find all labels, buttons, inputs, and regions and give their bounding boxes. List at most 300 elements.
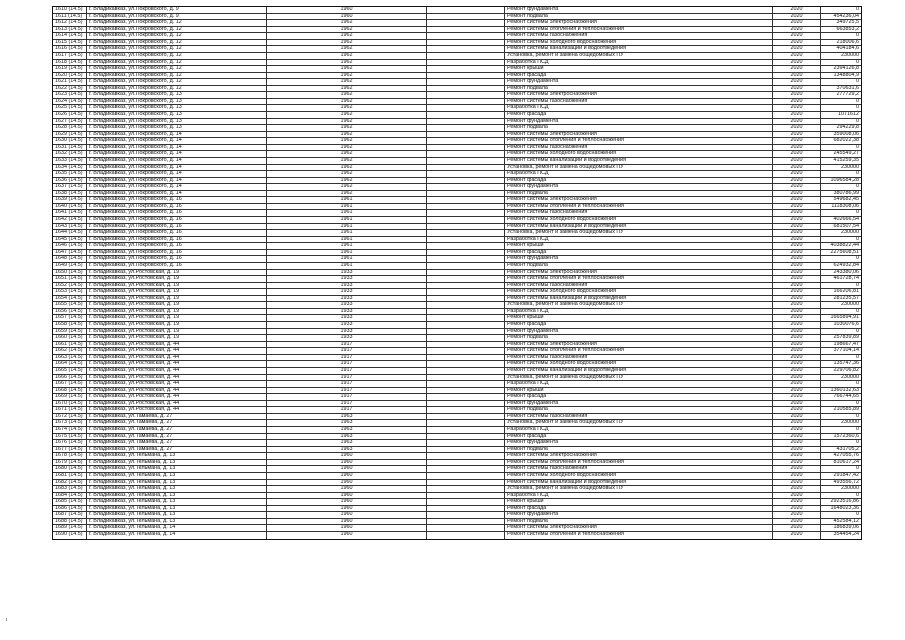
cost-cell: 1030076,6 <box>833 322 859 327</box>
empty-cell <box>427 427 505 433</box>
row-id-cell: 1633 (14.5) <box>53 158 87 164</box>
empty-cell <box>427 335 505 341</box>
address-cell: г. Владикавказ, ул.Покровского, д. 16 <box>87 204 267 210</box>
year-built-cell: 1960 <box>267 499 427 505</box>
row-id-cell: 1632 (14.5) <box>53 151 87 157</box>
cost-cell: 0 <box>856 171 859 177</box>
year-built-cell: 1962 <box>267 191 427 197</box>
empty-cell <box>427 506 505 512</box>
address-cell: г. Владикавказ, ул.Покровского, д. 12 <box>87 66 267 72</box>
work-type-cell: Установка, ремонт и замена общедомовых ПУ <box>505 53 773 59</box>
year-built-cell: 1960 <box>267 525 427 531</box>
address-cell: г. Владикавказ, ул.Ростовская, д. 19 <box>87 302 267 308</box>
address-cell: г. Владикавказ, ул.Ростовская, д. 44 <box>87 407 267 413</box>
address-cell: г. Владикавказ, ул.Покровского, д. 12 <box>87 86 267 92</box>
work-type-cell: Ремонт системы газоснабжения <box>505 210 773 216</box>
address-cell: г. Владикавказ, ул.Покровского, д. 9 <box>87 7 267 13</box>
address-cell: г. Владикавказ, ул.Покровского, д. 13 <box>87 105 267 111</box>
work-type-cell: Ремонт системы канализации и водоотведения <box>505 46 773 52</box>
planned-year-cell: 2020 <box>773 263 821 269</box>
year-built-cell: 1961 <box>267 230 427 236</box>
row-id-cell: 1641 (14.5) <box>53 210 87 216</box>
empty-cell <box>427 184 505 190</box>
cost-cell: 682022,38 <box>833 138 859 144</box>
address-cell: г. Владикавказ, ул.Покровского, д. 12 <box>87 60 267 66</box>
empty-cell <box>427 368 505 374</box>
year-built-cell: 1963 <box>267 447 427 453</box>
work-type-cell: Ремонт системы газоснабжения <box>505 99 773 105</box>
work-type-cell: Разработка ПСД <box>505 105 773 111</box>
address-cell: г. Владикавказ, ул.Тельмана, д. 13 <box>87 453 267 459</box>
empty-cell <box>427 33 505 39</box>
cost-cell: 0 <box>856 440 859 446</box>
empty-cell <box>427 486 505 492</box>
address-cell: г. Владикавказ, ул.Покровского, д. 16 <box>87 263 267 269</box>
cost-cell: 1071612 <box>838 112 859 117</box>
year-built-cell: 1963 <box>267 420 427 426</box>
cost-cell: 0 <box>856 33 859 39</box>
planned-year-cell: 2020 <box>773 20 821 26</box>
work-type-cell: Установка, ремонт и замена общедомовых ПУ <box>505 375 773 381</box>
row-id-cell: 1626 (14.5) <box>53 112 87 118</box>
empty-cell <box>427 191 505 197</box>
year-built-cell: 1962 <box>267 184 427 190</box>
planned-year-cell: 2020 <box>773 315 821 321</box>
row-id-cell: 1673 (14.5) <box>53 420 87 426</box>
work-type-cell: Установка, ремонт и замена общедомовых ПУ <box>505 230 773 236</box>
year-built-cell: 1962 <box>267 79 427 85</box>
address-cell: г. Владикавказ, ул.Покровского, д. 14 <box>87 165 267 171</box>
row-id-cell: 1652 (14.5) <box>53 283 87 289</box>
work-type-cell: Ремонт системы электроснабжения <box>505 92 773 98</box>
row-id-cell: 1665 (14.5) <box>53 368 87 374</box>
address-cell: г. Владикавказ, ул.Тамаева, д. 27 <box>87 420 267 426</box>
work-type-cell: Ремонт системы электроснабжения <box>505 20 773 26</box>
work-type-cell: Ремонт фасада <box>505 250 773 256</box>
planned-year-cell: 2020 <box>773 473 821 479</box>
planned-year-cell: 2020 <box>773 92 821 98</box>
year-built-cell: 1917 <box>267 375 427 381</box>
empty-cell <box>427 519 505 525</box>
empty-cell <box>427 414 505 420</box>
cost-cell: 377104,14 <box>833 348 859 354</box>
empty-cell <box>427 348 505 354</box>
work-type-cell: Ремонт системы холодного водоснабжения <box>505 151 773 157</box>
row-id-cell: 1646 (14.5) <box>53 243 87 249</box>
empty-cell <box>427 480 505 486</box>
work-type-cell: Ремонт фасада <box>505 322 773 328</box>
planned-year-cell: 2020 <box>773 46 821 52</box>
year-built-cell: 1961 <box>267 224 427 230</box>
year-built-cell: 1933 <box>267 296 427 302</box>
year-built-cell: 1917 <box>267 388 427 394</box>
address-cell: г. Владикавказ, ул.Покровского, д. 14 <box>87 184 267 190</box>
cost-cell: 4038822,44 <box>830 243 859 249</box>
address-cell: г. Владикавказ, ул.Ростовская, д. 19 <box>87 322 267 328</box>
year-built-cell: 1917 <box>267 355 427 361</box>
cost-cell: 294229,8 <box>836 125 859 131</box>
row-id-cell: 1651 (14.5) <box>53 276 87 282</box>
year-built-cell: 1960 <box>267 7 427 13</box>
work-type-cell: Ремонт фасада <box>505 394 773 400</box>
year-built-cell: 1962 <box>267 46 427 52</box>
planned-year-cell: 2020 <box>773 289 821 295</box>
year-built-cell: 1960 <box>267 532 427 539</box>
work-type-cell: Ремонт системы холодного водоснабжения <box>505 289 773 295</box>
planned-year-cell: 2020 <box>773 243 821 249</box>
planned-year-cell: 2020 <box>773 145 821 151</box>
cost-cell: 681507,54 <box>833 223 859 229</box>
cost-cell: 549682,45 <box>833 197 859 203</box>
year-built-cell: 1962 <box>267 119 427 125</box>
planned-year-cell: 2020 <box>773 27 821 33</box>
address-cell: г. Владикавказ, ул.Покровского, д. 14 <box>87 191 267 197</box>
year-built-cell: 1962 <box>267 20 427 26</box>
address-cell: г. Владикавказ, ул.Покровского, д. 12 <box>87 46 267 52</box>
address-cell: г. Владикавказ, ул.Покровского, д. 14 <box>87 132 267 138</box>
empty-cell <box>427 440 505 446</box>
row-id-cell: 1653 (14.5) <box>53 289 87 295</box>
address-cell: г. Владикавказ, ул.Ростовская, д. 19 <box>87 315 267 321</box>
row-id-cell: 1689 (14.5) <box>53 525 87 531</box>
planned-year-cell: 2020 <box>773 499 821 505</box>
empty-cell <box>427 447 505 453</box>
cost-cell: 245549,27 <box>833 151 859 157</box>
empty-cell <box>427 493 505 499</box>
row-id-cell: 1685 (14.5) <box>53 499 87 505</box>
empty-cell <box>427 394 505 400</box>
address-cell: г. Владикавказ, ул.Тельмана, д. 14 <box>87 532 267 539</box>
empty-cell <box>427 420 505 426</box>
planned-year-cell: 2020 <box>773 105 821 111</box>
work-type-cell: Ремонт фундамента <box>505 512 773 518</box>
empty-cell <box>427 243 505 249</box>
cost-cell: 454236,04 <box>833 13 859 19</box>
planned-year-cell: 2020 <box>773 270 821 276</box>
cost-cell: 281235,57 <box>833 295 859 301</box>
planned-year-cell: 2020 <box>773 407 821 413</box>
row-id-cell: 1670 (14.5) <box>53 401 87 407</box>
cost-cell: 663853,2 <box>836 26 859 32</box>
empty-cell <box>427 250 505 256</box>
cost-cell: 291847,42 <box>833 472 859 478</box>
planned-year-cell: 2020 <box>773 60 821 66</box>
cost-cell: 198667,47 <box>833 341 859 347</box>
row-id-cell: 1678 (14.5) <box>53 453 87 459</box>
address-cell: г. Владикавказ, ул.Ростовская, д. 44 <box>87 375 267 381</box>
work-type-cell: Разработка ПСД <box>505 237 773 243</box>
year-built-cell: 1933 <box>267 276 427 282</box>
address-cell: г. Владикавказ, ул.Тамаева, д. 27 <box>87 414 267 420</box>
work-type-cell: Ремонт системы электроснабжения <box>505 197 773 203</box>
address-cell: г. Владикавказ, ул.Покровского, д. 16 <box>87 210 267 216</box>
address-cell: г. Владикавказ, ул.Покровского, д. 16 <box>87 243 267 249</box>
row-id-cell: 1684 (14.5) <box>53 493 87 499</box>
work-type-cell: Ремонт фундамента <box>505 184 773 190</box>
empty-cell <box>427 237 505 243</box>
year-built-cell: 1962 <box>267 27 427 33</box>
cost-cell: 359008,06 <box>833 131 859 137</box>
year-built-cell: 1933 <box>267 322 427 328</box>
work-type-cell: Ремонт крыши <box>505 388 773 394</box>
cost-cell: 349725,5 <box>836 20 859 26</box>
empty-cell <box>427 197 505 203</box>
work-type-cell: Ремонт фундамента <box>505 329 773 335</box>
planned-year-cell: 2020 <box>773 519 821 525</box>
row-id-cell: 1683 (14.5) <box>53 486 87 492</box>
address-cell: г. Владикавказ, ул.Покровского, д. 16 <box>87 256 267 262</box>
planned-year-cell: 2020 <box>773 460 821 466</box>
row-id-cell: 1663 (14.5) <box>53 355 87 361</box>
work-type-cell: Разработка ПСД <box>505 60 773 66</box>
address-cell: г. Владикавказ, ул.Покровского, д. 12 <box>87 27 267 33</box>
work-type-cell: Ремонт подвала <box>505 519 773 525</box>
empty-cell <box>427 512 505 518</box>
planned-year-cell: 2020 <box>773 486 821 492</box>
row-id-cell: 1677 (14.5) <box>53 447 87 453</box>
year-built-cell: 1962 <box>267 40 427 46</box>
empty-cell <box>427 112 505 118</box>
planned-year-cell: 2020 <box>773 171 821 177</box>
empty-cell <box>427 217 505 223</box>
row-id-cell: 1643 (14.5) <box>53 224 87 230</box>
row-id-cell: 1637 (14.5) <box>53 184 87 190</box>
planned-year-cell: 2020 <box>773 512 821 518</box>
year-built-cell: 1933 <box>267 309 427 315</box>
cost-cell: 427055,76 <box>833 453 859 459</box>
row-id-cell: 1667 (14.5) <box>53 381 87 387</box>
address-cell: г. Владикавказ, ул.Ростовская, д. 19 <box>87 335 267 341</box>
row-id-cell: 1620 (14.5) <box>53 73 87 79</box>
year-built-cell: 1933 <box>267 329 427 335</box>
row-id-cell: 1680 (14.5) <box>53 466 87 472</box>
address-cell: г. Владикавказ, ул.Покровского, д. 12 <box>87 79 267 85</box>
year-built-cell: 1933 <box>267 270 427 276</box>
empty-cell <box>427 276 505 282</box>
planned-year-cell: 2020 <box>773 119 821 125</box>
cost-cell: 0 <box>856 7 859 12</box>
planned-year-cell: 2020 <box>773 355 821 361</box>
row-id-cell: 1676 (14.5) <box>53 440 87 446</box>
planned-year-cell: 2020 <box>773 368 821 374</box>
work-type-cell: Ремонт фасада <box>505 506 773 512</box>
cost-cell: 766744,65 <box>833 394 859 400</box>
empty-cell <box>427 381 505 387</box>
year-built-cell: 1962 <box>267 165 427 171</box>
work-type-cell: Ремонт системы газоснабжения <box>505 33 773 39</box>
address-cell: г. Владикавказ, ул.Ростовская, д. 19 <box>87 270 267 276</box>
address-cell: г. Владикавказ, ул.Ростовская, д. 44 <box>87 368 267 374</box>
cost-cell: 0 <box>856 308 859 314</box>
row-id-cell: 1622 (14.5) <box>53 86 87 92</box>
empty-cell <box>427 132 505 138</box>
address-cell: г. Владикавказ, ул.Ростовская, д. 44 <box>87 394 267 400</box>
address-cell: г. Владикавказ, ул.Ростовская, д. 44 <box>87 355 267 361</box>
work-type-cell: Ремонт фундамента <box>505 119 773 125</box>
work-type-cell: Установка, ремонт и замена общедомовых ПУ <box>505 486 773 492</box>
planned-year-cell: 2020 <box>773 53 821 59</box>
empty-cell <box>427 499 505 505</box>
work-type-cell: Ремонт системы холодного водоснабжения <box>505 361 773 367</box>
planned-year-cell: 2020 <box>773 427 821 433</box>
year-built-cell: 1917 <box>267 394 427 400</box>
cost-cell: 230000 <box>841 164 859 170</box>
address-cell: г. Владикавказ, ул.Тамаева, д. 27 <box>87 447 267 453</box>
planned-year-cell: 2020 <box>773 296 821 302</box>
planned-year-cell: 2020 <box>773 440 821 446</box>
row-id-cell: 1628 (14.5) <box>53 125 87 131</box>
cost-cell: 0 <box>856 492 859 498</box>
work-type-cell: Ремонт системы канализации и водоотведения <box>505 368 773 374</box>
row-id-cell: 1611 (14.5) <box>53 14 87 20</box>
planned-year-cell: 2020 <box>773 381 821 387</box>
row-id-cell: 1681 (14.5) <box>53 473 87 479</box>
work-type-cell: Ремонт системы электроснабжения <box>505 270 773 276</box>
empty-cell <box>427 361 505 367</box>
planned-year-cell: 2020 <box>773 237 821 243</box>
year-built-cell: 1933 <box>267 335 427 341</box>
row-id-cell: 1679 (14.5) <box>53 460 87 466</box>
work-type-cell: Разработка ПСД <box>505 171 773 177</box>
cost-cell: 0 <box>856 59 859 65</box>
work-type-cell: Ремонт системы отопления и теплоснабжения <box>505 27 773 33</box>
year-built-cell: 1960 <box>267 480 427 486</box>
address-cell: г. Владикавказ, ул.Ростовская, д. 19 <box>87 329 267 335</box>
cost-cell: 0 <box>856 210 859 216</box>
scan-mark <box>6 618 10 621</box>
row-id-cell: 1634 (14.5) <box>53 165 87 171</box>
planned-year-cell: 2020 <box>773 197 821 203</box>
year-built-cell: 1963 <box>267 414 427 420</box>
work-type-cell: Ремонт фундамента <box>505 440 773 446</box>
cost-cell: 1118308,06 <box>831 203 859 209</box>
row-id-cell: 1645 (14.5) <box>53 237 87 243</box>
empty-cell <box>427 158 505 164</box>
row-id-cell: 1648 (14.5) <box>53 256 87 262</box>
cost-cell: 404184,6 <box>836 46 859 52</box>
year-built-cell: 1960 <box>267 473 427 479</box>
work-type-cell: Ремонт системы холодного водоснабжения <box>505 473 773 479</box>
address-cell: г. Владикавказ, ул.Тамаева, д. 27 <box>87 440 267 446</box>
work-type-cell: Установка, ремонт и замена общедомовых ПУ <box>505 420 773 426</box>
cost-cell: 230000 <box>841 230 859 236</box>
address-cell: г. Владикавказ, ул.Ростовская, д. 19 <box>87 276 267 282</box>
empty-cell <box>427 342 505 348</box>
cost-cell: 0 <box>856 354 859 360</box>
work-type-cell: Ремонт подвала <box>505 407 773 413</box>
address-cell: г. Владикавказ, ул.Ростовская, д. 44 <box>87 401 267 407</box>
year-built-cell: 1961 <box>267 256 427 262</box>
year-built-cell: 1960 <box>267 486 427 492</box>
planned-year-cell: 2020 <box>773 40 821 46</box>
planned-year-cell: 2020 <box>773 480 821 486</box>
address-cell: г. Владикавказ, ул.Ростовская, д. 44 <box>87 342 267 348</box>
cost-cell: 0 <box>856 256 859 262</box>
work-type-cell: Ремонт системы газоснабжения <box>505 283 773 289</box>
row-id-cell: 1612 (14.5) <box>53 20 87 26</box>
work-type-cell: Ремонт системы газоснабжения <box>505 355 773 361</box>
empty-cell <box>427 525 505 531</box>
empty-cell <box>427 401 505 407</box>
empty-cell <box>427 46 505 52</box>
address-cell: г. Владикавказ, ул.Тамаева, д. 27 <box>87 434 267 440</box>
empty-cell <box>427 407 505 413</box>
planned-year-cell: 2020 <box>773 276 821 282</box>
cost-cell: 0 <box>856 328 859 334</box>
address-cell: г. Владикавказ, ул.Тельмана, д. 13 <box>87 480 267 486</box>
cost-cell: 461728,74 <box>833 276 859 282</box>
year-built-cell: 1960 <box>267 519 427 525</box>
address-cell: г. Владикавказ, ул.Покровского, д. 13 <box>87 125 267 131</box>
planned-year-cell: 2020 <box>773 99 821 105</box>
work-type-cell: Ремонт крыши <box>505 66 773 72</box>
year-built-cell: 1962 <box>267 86 427 92</box>
row-id-cell: 1660 (14.5) <box>53 335 87 341</box>
planned-year-cell: 2020 <box>773 178 821 184</box>
year-built-cell: 1961 <box>267 210 427 216</box>
cost-cell: 230000 <box>841 420 859 426</box>
year-built-cell: 1917 <box>267 381 427 387</box>
work-type-cell: Ремонт фасада <box>505 434 773 440</box>
year-built-cell: 1962 <box>267 33 427 39</box>
cost-cell: 1665894,91 <box>830 315 859 321</box>
planned-year-cell: 2020 <box>773 86 821 92</box>
row-id-cell: 1671 (14.5) <box>53 407 87 413</box>
row-id-cell: 1618 (14.5) <box>53 60 87 66</box>
year-built-cell: 1917 <box>267 342 427 348</box>
address-cell: г. Владикавказ, ул.Покровского, д. 14 <box>87 145 267 151</box>
planned-year-cell: 2020 <box>773 302 821 308</box>
address-cell: г. Владикавказ, ул.Тамаева, д. 27 <box>87 427 267 433</box>
empty-cell <box>427 79 505 85</box>
address-cell: г. Владикавказ, ул.Ростовская, д. 44 <box>87 388 267 394</box>
cost-cell: 210585,89 <box>833 407 859 413</box>
planned-year-cell: 2020 <box>773 525 821 531</box>
cost-cell: 0 <box>856 118 859 124</box>
year-built-cell: 1963 <box>267 434 427 440</box>
year-built-cell: 1960 <box>267 14 427 20</box>
year-built-cell: 1962 <box>267 138 427 144</box>
year-built-cell: 1933 <box>267 302 427 308</box>
planned-year-cell: 2020 <box>773 401 821 407</box>
empty-cell <box>427 322 505 328</box>
planned-year-cell: 2020 <box>773 420 821 426</box>
cost-cell: 2923516,86 <box>830 499 859 505</box>
row-id-cell: 1621 (14.5) <box>53 79 87 85</box>
cost-cell: 402666,54 <box>833 217 859 222</box>
address-cell: г. Владикавказ, ул.Ростовская, д. 19 <box>87 289 267 295</box>
year-built-cell: 1961 <box>267 243 427 249</box>
row-id-cell: 1638 (14.5) <box>53 191 87 197</box>
cost-cell: 0 <box>856 79 859 85</box>
address-cell: г. Владикавказ, ул.Тельмана, д. 13 <box>87 460 267 466</box>
year-built-cell: 1961 <box>267 237 427 243</box>
year-built-cell: 1962 <box>267 151 427 157</box>
planned-year-cell: 2020 <box>773 73 821 79</box>
cost-cell: 0 <box>856 105 859 111</box>
address-cell: г. Владикавказ, ул.Покровского, д. 14 <box>87 171 267 177</box>
empty-cell <box>427 125 505 131</box>
empty-cell <box>427 40 505 46</box>
address-cell: г. Владикавказ, ул.Покровского, д. 9 <box>87 14 267 20</box>
address-cell: г. Владикавказ, ул.Покровского, д. 14 <box>87 178 267 184</box>
work-type-cell: Разработка ПСД <box>505 309 773 315</box>
row-id-cell: 1615 (14.5) <box>53 40 87 46</box>
address-cell: г. Владикавказ, ул.Тельмана, д. 13 <box>87 506 267 512</box>
row-id-cell: 1627 (14.5) <box>53 119 87 125</box>
row-id-cell: 1655 (14.5) <box>53 302 87 308</box>
row-id-cell: 1668 (14.5) <box>53 388 87 394</box>
